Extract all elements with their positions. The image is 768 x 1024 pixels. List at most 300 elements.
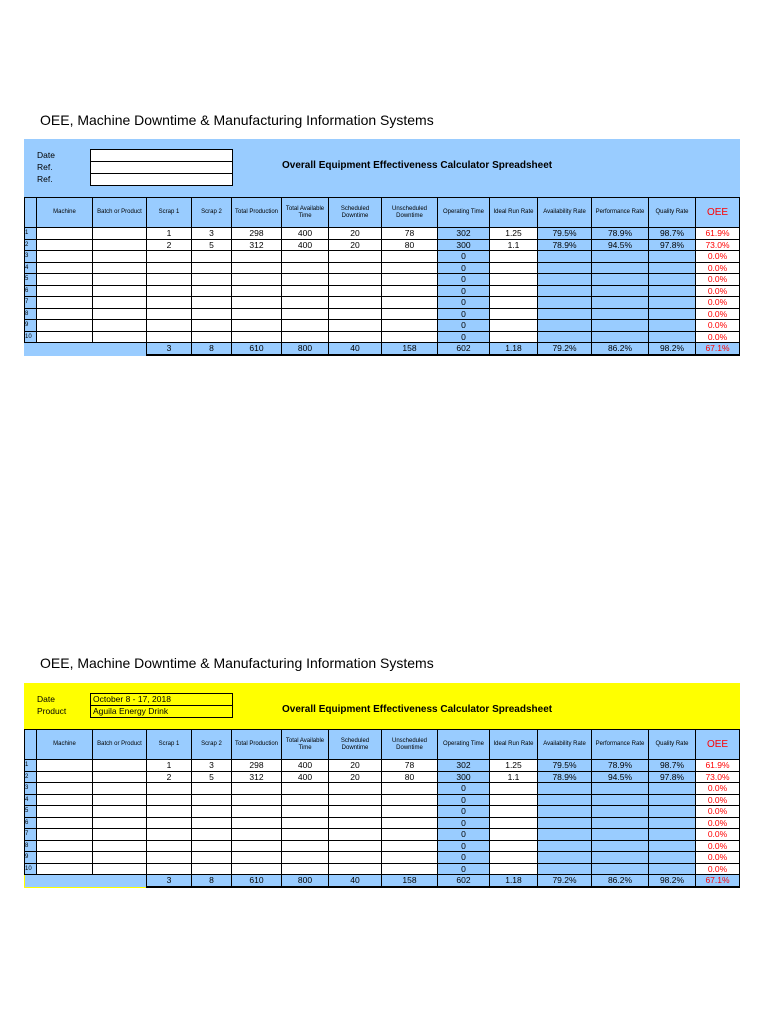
input-cell[interactable] [382, 852, 438, 864]
input-cell[interactable] [232, 840, 282, 852]
input-cell[interactable] [37, 794, 93, 806]
input-cell[interactable] [382, 285, 438, 297]
calc-cell[interactable] [649, 251, 696, 263]
oee-cell[interactable]: 0.0% [696, 840, 740, 852]
input-cell[interactable]: 312 [232, 239, 282, 251]
input-cell[interactable] [232, 794, 282, 806]
input-cell[interactable]: 20 [329, 228, 382, 240]
input-cell[interactable] [382, 251, 438, 263]
input-cell[interactable] [490, 817, 538, 829]
calc-cell[interactable] [592, 331, 649, 343]
input-cell[interactable] [93, 320, 147, 332]
input-cell[interactable] [147, 251, 192, 263]
input-cell[interactable] [147, 274, 192, 286]
input-cell[interactable] [282, 320, 329, 332]
input-cell[interactable] [232, 829, 282, 841]
input-cell[interactable] [329, 840, 382, 852]
input-cell[interactable] [232, 320, 282, 332]
calc-cell[interactable]: 0 [438, 297, 490, 309]
calc-cell[interactable] [592, 794, 649, 806]
input-cell[interactable] [282, 251, 329, 263]
input-cell[interactable] [93, 251, 147, 263]
total-cell: 8 [192, 343, 232, 355]
input-cell[interactable] [147, 320, 192, 332]
input-cell[interactable] [382, 783, 438, 795]
input-cell[interactable] [490, 783, 538, 795]
input-cell[interactable] [37, 251, 93, 263]
input-cell[interactable] [329, 783, 382, 795]
calc-cell[interactable]: 98.7% [649, 228, 696, 240]
calc-cell[interactable] [592, 251, 649, 263]
calc-cell[interactable]: 302 [438, 228, 490, 240]
calc-cell[interactable]: 0 [438, 817, 490, 829]
input-cell[interactable] [232, 331, 282, 343]
calc-cell[interactable]: 0 [438, 794, 490, 806]
calc-cell[interactable]: 0 [438, 806, 490, 818]
input-cell[interactable] [490, 251, 538, 263]
input-cell[interactable] [37, 783, 93, 795]
input-cell[interactable] [329, 262, 382, 274]
input-cell[interactable]: 400 [282, 239, 329, 251]
calc-cell[interactable] [592, 783, 649, 795]
input-cell[interactable] [382, 262, 438, 274]
calc-cell[interactable] [649, 285, 696, 297]
input-cell[interactable] [192, 806, 232, 818]
oee-cell[interactable]: 0.0% [696, 783, 740, 795]
input-cell[interactable] [93, 760, 147, 772]
input-cell[interactable] [147, 817, 192, 829]
input-cell[interactable] [192, 783, 232, 795]
input-cell[interactable] [37, 863, 93, 875]
document-title-1: OEE, Machine Downtime & Manufacturing Information Systems [40, 112, 434, 128]
input-cell[interactable] [93, 331, 147, 343]
calc-cell[interactable] [592, 806, 649, 818]
oee-cell[interactable]: 0.0% [696, 262, 740, 274]
input-cell[interactable] [490, 308, 538, 320]
input-cell[interactable] [93, 817, 147, 829]
calc-cell[interactable]: 78.9% [538, 771, 592, 783]
input-cell[interactable] [192, 863, 232, 875]
calc-cell[interactable] [592, 840, 649, 852]
input-cell[interactable] [93, 852, 147, 864]
input-cell[interactable] [37, 308, 93, 320]
calc-cell[interactable] [538, 308, 592, 320]
calculator-title: Overall Equipment Effectiveness Calculator Spreadsheet [282, 160, 553, 171]
input-cell[interactable] [329, 285, 382, 297]
input-cell[interactable] [490, 297, 538, 309]
input-cell[interactable] [329, 863, 382, 875]
oee-cell[interactable]: 0.0% [696, 251, 740, 263]
input-cell[interactable] [282, 308, 329, 320]
oee-cell[interactable]: 61.9% [696, 760, 740, 772]
oee-cell[interactable]: 0.0% [696, 308, 740, 320]
input-cell[interactable] [147, 794, 192, 806]
input-cell[interactable] [382, 320, 438, 332]
input-cell[interactable] [93, 806, 147, 818]
input-cell[interactable] [329, 794, 382, 806]
oee-cell[interactable]: 0.0% [696, 863, 740, 875]
calc-cell[interactable]: 97.8% [649, 771, 696, 783]
input-cell[interactable] [282, 794, 329, 806]
calc-cell[interactable] [538, 783, 592, 795]
calc-cell[interactable] [592, 829, 649, 841]
input-cell[interactable] [37, 829, 93, 841]
input-cell[interactable] [490, 806, 538, 818]
calc-cell[interactable] [538, 863, 592, 875]
input-cell[interactable]: 2 [147, 771, 192, 783]
oee-cell[interactable]: 0.0% [696, 285, 740, 297]
input-cell[interactable] [192, 320, 232, 332]
calc-cell[interactable] [649, 262, 696, 274]
calc-cell[interactable]: 78.9% [592, 228, 649, 240]
input-cell[interactable] [232, 817, 282, 829]
input-cell[interactable]: 2 [147, 239, 192, 251]
calc-cell[interactable]: 302 [438, 760, 490, 772]
input-cell[interactable]: 20 [329, 239, 382, 251]
input-cell[interactable] [382, 794, 438, 806]
calc-cell[interactable]: 0 [438, 852, 490, 864]
calc-cell[interactable] [649, 852, 696, 864]
input-cell[interactable] [93, 771, 147, 783]
input-cell[interactable] [382, 297, 438, 309]
calc-cell[interactable] [649, 840, 696, 852]
calc-cell[interactable]: 98.7% [649, 760, 696, 772]
input-cell[interactable] [37, 262, 93, 274]
input-cell[interactable] [282, 829, 329, 841]
input-cell[interactable] [37, 806, 93, 818]
calc-cell[interactable]: 0 [438, 285, 490, 297]
input-cell[interactable] [37, 771, 93, 783]
input-cell[interactable] [382, 840, 438, 852]
input-cell[interactable]: 400 [282, 760, 329, 772]
input-cell[interactable] [490, 794, 538, 806]
date-field[interactable]: October 8 - 17, 2018 [90, 693, 233, 706]
input-cell[interactable]: 1.1 [490, 771, 538, 783]
input-cell[interactable]: 3 [192, 228, 232, 240]
input-cell[interactable]: 312 [232, 771, 282, 783]
total-cell: 800 [282, 343, 329, 355]
calc-cell[interactable]: 94.5% [592, 239, 649, 251]
input-cell[interactable] [37, 817, 93, 829]
input-cell[interactable]: 1.1 [490, 239, 538, 251]
calc-cell[interactable] [649, 806, 696, 818]
input-cell[interactable] [282, 297, 329, 309]
input-cell[interactable] [232, 251, 282, 263]
input-cell[interactable] [192, 308, 232, 320]
calc-cell[interactable]: 0 [438, 783, 490, 795]
input-cell[interactable] [37, 760, 93, 772]
input-cell[interactable] [147, 297, 192, 309]
calc-cell[interactable] [538, 331, 592, 343]
calc-cell[interactable] [649, 794, 696, 806]
total-cell: 8 [192, 875, 232, 887]
calc-cell[interactable]: 0 [438, 829, 490, 841]
input-cell[interactable] [147, 783, 192, 795]
input-cell[interactable] [490, 852, 538, 864]
calc-cell[interactable]: 0 [438, 863, 490, 875]
input-cell[interactable] [329, 829, 382, 841]
input-cell[interactable] [192, 297, 232, 309]
calc-cell[interactable] [592, 262, 649, 274]
oee-cell[interactable]: 73.0% [696, 771, 740, 783]
input-cell[interactable] [382, 806, 438, 818]
input-cell[interactable] [147, 840, 192, 852]
calc-cell[interactable] [649, 829, 696, 841]
input-cell[interactable] [329, 251, 382, 263]
total-cell: 158 [382, 875, 438, 887]
calc-cell[interactable] [592, 863, 649, 875]
blank-cell [37, 875, 93, 887]
product-field[interactable]: Aguila Energy Drink [90, 705, 233, 718]
oee-cell[interactable]: 73.0% [696, 239, 740, 251]
input-cell[interactable] [490, 829, 538, 841]
column-header: Scrap 1 [147, 198, 192, 228]
input-cell[interactable] [232, 285, 282, 297]
calc-cell[interactable] [649, 783, 696, 795]
input-cell[interactable] [192, 852, 232, 864]
input-cell[interactable] [192, 251, 232, 263]
input-cell[interactable]: 400 [282, 228, 329, 240]
input-cell[interactable] [282, 852, 329, 864]
input-cell[interactable]: 78 [382, 228, 438, 240]
total-cell: 3 [147, 875, 192, 887]
calc-cell[interactable] [538, 297, 592, 309]
calc-cell[interactable] [538, 251, 592, 263]
calc-cell[interactable] [538, 274, 592, 286]
input-cell[interactable] [382, 331, 438, 343]
input-cell[interactable] [147, 806, 192, 818]
calc-cell[interactable] [592, 308, 649, 320]
input-cell[interactable] [382, 829, 438, 841]
input-cell[interactable]: 5 [192, 239, 232, 251]
input-cell[interactable] [329, 852, 382, 864]
total-cell: 1.18 [490, 343, 538, 355]
input-cell[interactable] [147, 308, 192, 320]
calc-cell[interactable] [538, 794, 592, 806]
input-cell[interactable] [147, 262, 192, 274]
input-cell[interactable] [147, 852, 192, 864]
oee-cell[interactable]: 0.0% [696, 320, 740, 332]
calc-cell[interactable]: 97.8% [649, 239, 696, 251]
input-cell[interactable] [37, 320, 93, 332]
calc-cell[interactable] [538, 829, 592, 841]
calc-cell[interactable]: 0 [438, 262, 490, 274]
input-cell[interactable] [93, 228, 147, 240]
input-cell[interactable] [329, 817, 382, 829]
input-cell[interactable] [147, 285, 192, 297]
input-cell[interactable] [192, 262, 232, 274]
input-cell[interactable]: 1.25 [490, 228, 538, 240]
input-cell[interactable] [490, 331, 538, 343]
input-cell[interactable] [93, 783, 147, 795]
input-cell[interactable] [93, 794, 147, 806]
input-cell[interactable] [93, 829, 147, 841]
input-cell[interactable] [232, 852, 282, 864]
ref-field[interactable] [90, 173, 233, 186]
input-cell[interactable] [37, 228, 93, 240]
input-cell[interactable] [490, 274, 538, 286]
calc-cell[interactable] [592, 320, 649, 332]
input-cell[interactable] [147, 863, 192, 875]
input-cell[interactable] [147, 829, 192, 841]
input-cell[interactable]: 80 [382, 771, 438, 783]
input-cell[interactable] [382, 308, 438, 320]
oee-cell[interactable]: 0.0% [696, 794, 740, 806]
calc-cell[interactable]: 300 [438, 239, 490, 251]
input-cell[interactable] [192, 331, 232, 343]
input-cell[interactable] [382, 817, 438, 829]
input-cell[interactable] [282, 840, 329, 852]
calc-cell[interactable] [649, 320, 696, 332]
calc-cell[interactable] [538, 262, 592, 274]
input-cell[interactable] [93, 239, 147, 251]
input-cell[interactable] [490, 840, 538, 852]
input-cell[interactable] [382, 863, 438, 875]
input-cell[interactable] [329, 274, 382, 286]
input-cell[interactable] [329, 297, 382, 309]
input-cell[interactable] [329, 320, 382, 332]
oee-cell[interactable]: 0.0% [696, 331, 740, 343]
input-cell[interactable] [192, 817, 232, 829]
input-cell[interactable] [147, 331, 192, 343]
input-cell[interactable] [192, 840, 232, 852]
input-cell[interactable] [192, 274, 232, 286]
oee-cell[interactable]: 0.0% [696, 829, 740, 841]
input-cell[interactable] [232, 308, 282, 320]
input-cell[interactable] [93, 285, 147, 297]
calc-cell[interactable]: 94.5% [592, 771, 649, 783]
input-cell[interactable]: 20 [329, 760, 382, 772]
oee-cell[interactable]: 0.0% [696, 817, 740, 829]
input-cell[interactable] [329, 308, 382, 320]
calc-cell[interactable] [538, 817, 592, 829]
input-cell[interactable] [232, 863, 282, 875]
input-cell[interactable] [282, 262, 329, 274]
input-cell[interactable] [232, 783, 282, 795]
calc-cell[interactable]: 78.9% [538, 239, 592, 251]
calc-cell[interactable]: 0 [438, 251, 490, 263]
input-cell[interactable] [282, 285, 329, 297]
input-cell[interactable] [282, 331, 329, 343]
input-cell[interactable] [192, 794, 232, 806]
calc-cell[interactable] [649, 863, 696, 875]
input-cell[interactable] [232, 274, 282, 286]
input-cell[interactable]: 20 [329, 771, 382, 783]
input-cell[interactable] [93, 863, 147, 875]
input-cell[interactable] [282, 274, 329, 286]
input-cell[interactable]: 1 [147, 228, 192, 240]
calc-cell[interactable]: 79.5% [538, 228, 592, 240]
input-cell[interactable] [490, 262, 538, 274]
calc-cell[interactable]: 79.5% [538, 760, 592, 772]
input-cell[interactable]: 80 [382, 239, 438, 251]
calc-cell[interactable]: 0 [438, 274, 490, 286]
calc-cell[interactable] [592, 297, 649, 309]
input-cell[interactable] [37, 274, 93, 286]
input-cell[interactable]: 298 [232, 228, 282, 240]
input-cell[interactable]: 1.25 [490, 760, 538, 772]
calc-cell[interactable]: 0 [438, 320, 490, 332]
input-cell[interactable] [93, 262, 147, 274]
input-cell[interactable] [232, 806, 282, 818]
calc-cell[interactable]: 300 [438, 771, 490, 783]
input-cell[interactable] [282, 806, 329, 818]
info-label: Date [37, 694, 55, 704]
input-cell[interactable] [490, 320, 538, 332]
calc-cell[interactable] [538, 285, 592, 297]
input-cell[interactable] [490, 863, 538, 875]
input-cell[interactable] [37, 852, 93, 864]
calc-cell[interactable] [649, 817, 696, 829]
calc-cell[interactable] [538, 840, 592, 852]
oee-cell[interactable]: 0.0% [696, 852, 740, 864]
calc-cell[interactable] [649, 308, 696, 320]
input-cell[interactable] [37, 331, 93, 343]
input-cell[interactable] [37, 239, 93, 251]
input-cell[interactable] [93, 274, 147, 286]
input-cell[interactable]: 298 [232, 760, 282, 772]
calc-cell[interactable] [592, 817, 649, 829]
table-row [25, 285, 740, 297]
column-header: Scrap 1 [147, 730, 192, 760]
row-number: 9 [25, 852, 37, 864]
input-cell[interactable] [93, 840, 147, 852]
input-cell[interactable] [329, 331, 382, 343]
input-cell[interactable]: 1 [147, 760, 192, 772]
calc-cell[interactable]: 0 [438, 840, 490, 852]
input-cell[interactable] [490, 285, 538, 297]
input-cell[interactable] [192, 829, 232, 841]
calc-cell[interactable]: 0 [438, 331, 490, 343]
input-cell[interactable]: 78 [382, 760, 438, 772]
input-cell[interactable]: 5 [192, 771, 232, 783]
input-cell[interactable] [282, 817, 329, 829]
oee-cell[interactable]: 0.0% [696, 297, 740, 309]
oee-cell[interactable]: 0.0% [696, 806, 740, 818]
input-cell[interactable] [232, 262, 282, 274]
calc-cell[interactable]: 0 [438, 308, 490, 320]
calc-cell[interactable] [538, 852, 592, 864]
input-cell[interactable] [282, 863, 329, 875]
input-cell[interactable] [93, 308, 147, 320]
calc-cell[interactable] [649, 274, 696, 286]
input-cell[interactable] [382, 274, 438, 286]
calc-cell[interactable] [649, 331, 696, 343]
calc-cell[interactable]: 78.9% [592, 760, 649, 772]
input-cell[interactable] [192, 285, 232, 297]
input-cell[interactable] [37, 297, 93, 309]
calc-cell[interactable] [538, 320, 592, 332]
input-cell[interactable] [282, 783, 329, 795]
calc-cell[interactable] [649, 297, 696, 309]
input-cell[interactable] [37, 840, 93, 852]
oee-cell[interactable]: 61.9% [696, 228, 740, 240]
input-cell[interactable] [37, 285, 93, 297]
input-cell[interactable]: 400 [282, 771, 329, 783]
calc-cell[interactable] [538, 806, 592, 818]
input-cell[interactable] [232, 297, 282, 309]
oee-cell[interactable]: 0.0% [696, 274, 740, 286]
input-cell[interactable] [329, 806, 382, 818]
oee-table [24, 729, 740, 888]
calc-cell[interactable] [592, 852, 649, 864]
row-number: 6 [25, 285, 37, 297]
input-cell[interactable] [93, 297, 147, 309]
row-number: 10 [25, 863, 37, 875]
calc-cell[interactable] [592, 285, 649, 297]
input-cell[interactable]: 3 [192, 760, 232, 772]
calc-cell[interactable] [592, 274, 649, 286]
